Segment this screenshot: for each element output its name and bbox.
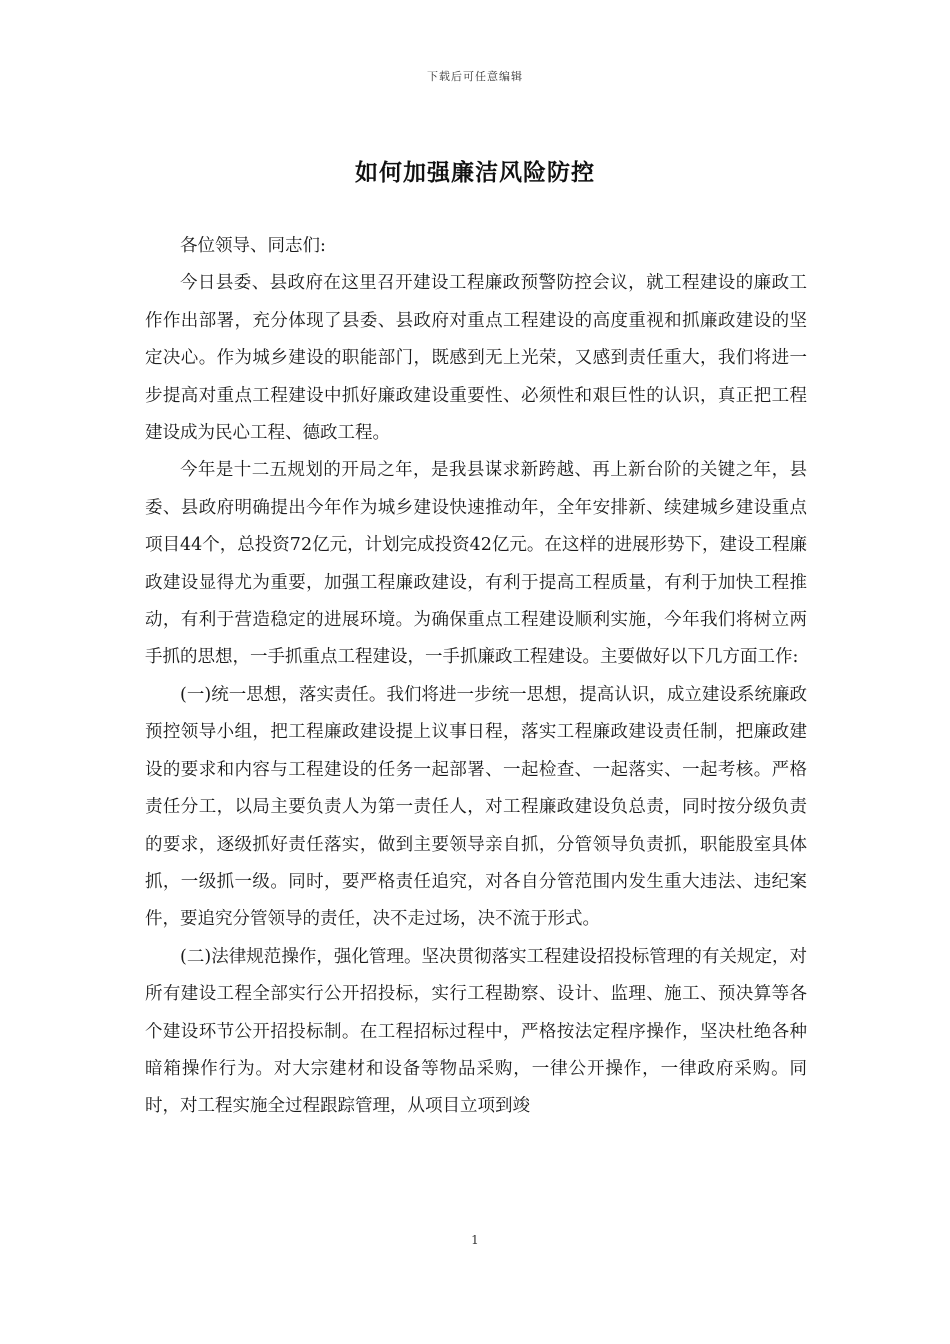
paragraph-background: 今年是十二五规划的开局之年，是我县谋求新跨越、再上新台阶的关键之年，县委、县政府明确提出今年作为城乡建设快速推动年，全年安排新、续建城乡建设重点项目44个，总投资72亿元，计划完成投资42亿元。在这样的进展形势下，建设工程廉政建设显得尤为重要，加强工程廉政建设，有利于提高工程质量，有利于加快工程推动，有利于营造稳定的进展环境。为确保重点工程建设顺利实施，今年我们将树立两手抓的思想，一手抓重点工程建设，一手抓廉政工程建设。主要做好以下几方面工作: (145, 460, 807, 668)
paragraph-intro: 今日县委、县政府在这里召开建设工程廉政预警防控会议，就工程建设的廉政工作作出部署，充分体现了县委、县政府对重点工程建设的高度重视和抓廉政建设的坚定决心。作为城乡建设的职能部门，既感到无上光荣，又感到责任重大，我们将进一步提高对重点工程建设中抓好廉政建设重要性、必须性和艰巨性的认识，真正把工程建设成为民心工程、德政工程。 (145, 273, 807, 444)
page-header-note: 下载后可任意编辑 (427, 70, 523, 83)
document-body (145, 228, 807, 1126)
paragraph-section-2: (二)法律规范操作，强化管理。坚决贯彻落实工程建设招投标管理的有关规定，对所有建设工程全部实行公开招投标，实行工程勘察、设计、监理、施工、预决算等各个建设环节公开招投标制。在工程招标过程中，严格按法定程序操作，坚决杜绝各种暗箱操作行为。对大宗建材和设备等物品采购，一律公开操作，一律政府采购。同时，对工程实施全过程跟踪管理，从项目立项到竣 (145, 946, 807, 1117)
document-title: 如何加强廉洁风险防控 (355, 159, 595, 186)
page-number: 1 (471, 1233, 479, 1247)
paragraph-section-1: (一)统一思想，落实责任。我们将进一步统一思想，提高认识，成立建设系统廉政预控领导小组，把工程廉政建设提上议事日程，落实工程廉政建设责任制，把廉政建设的要求和内容与工程建设的任务一起部署、一起检查、一起落实、一起考核。严格责任分工，以局主要负责人为第一责任人，对工程廉政建设负总责，同时按分级负责的要求，逐级抓好责任落实，做到主要领导亲自抓，分管领导负责抓，职能股室具体抓，一级抓一级。同时，要严格责任追究，对各自分管范围内发生重大违法、违纪案件，要追究分管领导的责任，决不走过场，决不流于形式。 (145, 684, 807, 930)
paragraph-salutation: 各位领导、同志们: (180, 236, 326, 256)
